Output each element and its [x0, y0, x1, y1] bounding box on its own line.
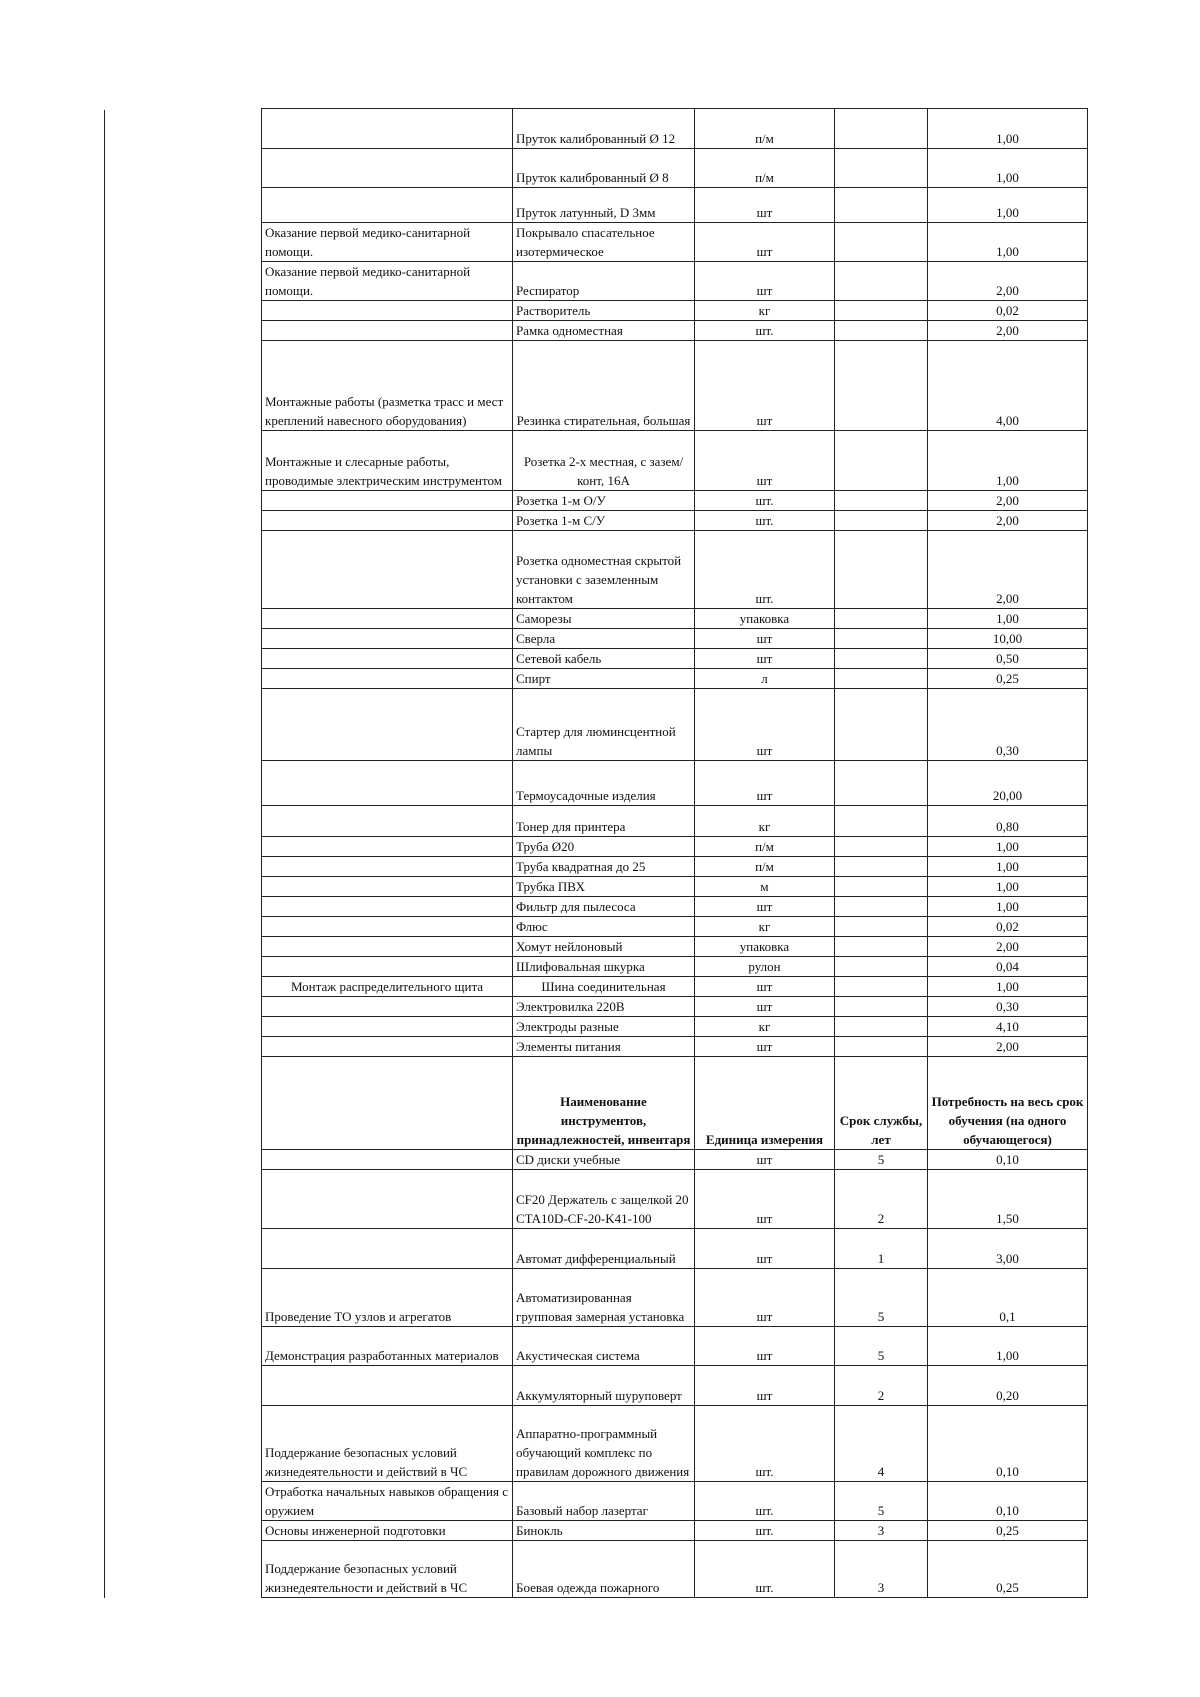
unit-cell: шт.: [695, 511, 835, 531]
quantity-cell: 0,25: [928, 1541, 1088, 1598]
table-row: [262, 897, 1088, 917]
service-life-cell: [835, 431, 928, 491]
purpose-cell: [262, 629, 513, 649]
unit-cell: кг: [695, 301, 835, 321]
service-life-cell: 3: [835, 1541, 928, 1598]
item-name-cell: Розетка 1-м О/У: [513, 491, 695, 511]
purpose-cell: [262, 609, 513, 629]
table-row: [262, 609, 1088, 629]
service-life-cell: [835, 262, 928, 301]
service-life-cell: 5: [835, 1269, 928, 1327]
item-name-cell: Элементы питания: [513, 1037, 695, 1057]
quantity-cell: 1,00: [928, 109, 1088, 149]
purpose-cell: [262, 491, 513, 511]
quantity-cell: 0,10: [928, 1150, 1088, 1170]
item-name-cell: Электровилка 220В: [513, 997, 695, 1017]
table-row: [262, 1037, 1088, 1057]
purpose-cell: [262, 669, 513, 689]
service-life-cell: [835, 511, 928, 531]
unit-cell: шт: [695, 341, 835, 431]
quantity-cell: 4,10: [928, 1017, 1088, 1037]
item-name-cell: Фильтр для пылесоса: [513, 897, 695, 917]
table-row: [262, 341, 1088, 431]
table-row: [262, 491, 1088, 511]
service-life-cell: [835, 188, 928, 223]
purpose-cell: [262, 761, 513, 806]
table-row: [262, 109, 1088, 149]
item-name-cell: Трубка ПВХ: [513, 877, 695, 897]
service-life-cell: 3: [835, 1521, 928, 1541]
unit-cell: шт: [695, 1366, 835, 1406]
item-name-cell: Сетевой кабель: [513, 649, 695, 669]
service-life-cell: [835, 531, 928, 609]
table-row: [262, 1229, 1088, 1269]
service-life-cell: [835, 341, 928, 431]
item-name-cell: Пруток латунный, D 3мм: [513, 188, 695, 223]
unit-cell: кг: [695, 806, 835, 837]
quantity-cell: 20,00: [928, 761, 1088, 806]
table-row: [262, 1541, 1088, 1598]
unit-cell: шт: [695, 188, 835, 223]
unit-cell: кг: [695, 1017, 835, 1037]
purpose-cell: Оказание первой медико-санитарной помощи.: [262, 223, 513, 262]
purpose-cell: [262, 1366, 513, 1406]
purpose-cell: Демонстрация разработанных материалов: [262, 1327, 513, 1366]
item-name-cell: Спирт: [513, 669, 695, 689]
table-row: [262, 1170, 1088, 1229]
purpose-cell: [262, 1037, 513, 1057]
service-life-cell: 4: [835, 1406, 928, 1482]
item-name-cell: Стартер для люминсцентной лампы: [513, 689, 695, 761]
quantity-cell: 0,04: [928, 957, 1088, 977]
table-header-row: [262, 1057, 1088, 1150]
purpose-cell: [262, 188, 513, 223]
purpose-cell: [262, 511, 513, 531]
service-life-cell: [835, 857, 928, 877]
purpose-cell: [262, 937, 513, 957]
purpose-cell: [262, 149, 513, 188]
unit-cell: шт: [695, 997, 835, 1017]
purpose-cell: [262, 877, 513, 897]
unit-cell: шт.: [695, 1406, 835, 1482]
purpose-cell: [262, 531, 513, 609]
service-life-cell: 2: [835, 1170, 928, 1229]
unit-cell: шт: [695, 1037, 835, 1057]
table-row: [262, 649, 1088, 669]
quantity-cell: 0,30: [928, 689, 1088, 761]
unit-cell: шт: [695, 1269, 835, 1327]
service-life-cell: 5: [835, 1150, 928, 1170]
purpose-cell: [262, 321, 513, 341]
item-name-cell: Акустическая система: [513, 1327, 695, 1366]
item-name-cell: Шина соединительная: [513, 977, 695, 997]
table-row: [262, 629, 1088, 649]
item-name-cell: Пруток калиброванный Ø 8: [513, 149, 695, 188]
item-name-cell: Респиратор: [513, 262, 695, 301]
header-unit: Единица измерения: [695, 1057, 835, 1150]
quantity-cell: 1,00: [928, 977, 1088, 997]
unit-cell: шт.: [695, 321, 835, 341]
header-quantity: Потребность на весь срок обучения (на одного обучающегося): [928, 1057, 1088, 1150]
table-row: [262, 531, 1088, 609]
service-life-cell: [835, 806, 928, 837]
quantity-cell: 1,00: [928, 877, 1088, 897]
service-life-cell: [835, 877, 928, 897]
table-row: [262, 1269, 1088, 1327]
purpose-cell: Отработка начальных навыков обращения с оружием: [262, 1482, 513, 1521]
table-row: [262, 806, 1088, 837]
quantity-cell: 2,00: [928, 531, 1088, 609]
table-row: [262, 1406, 1088, 1482]
table-row: [262, 937, 1088, 957]
item-name-cell: Саморезы: [513, 609, 695, 629]
service-life-cell: [835, 1037, 928, 1057]
quantity-cell: 0,80: [928, 806, 1088, 837]
table-row: [262, 1482, 1088, 1521]
item-name-cell: Труба квадратная до 25: [513, 857, 695, 877]
table-row: [262, 262, 1088, 301]
unit-cell: шт: [695, 629, 835, 649]
table-row: [262, 917, 1088, 937]
unit-cell: п/м: [695, 857, 835, 877]
table-row: [262, 957, 1088, 977]
item-name-cell: Розетка 1-м С/У: [513, 511, 695, 531]
item-name-cell: Бинокль: [513, 1521, 695, 1541]
item-name-cell: CF20 Держатель с защелкой 20 CTA10D-CF-20-K41-100: [513, 1170, 695, 1229]
purpose-cell: [262, 1017, 513, 1037]
service-life-cell: [835, 649, 928, 669]
purpose-cell: [262, 689, 513, 761]
service-life-cell: 5: [835, 1327, 928, 1366]
purpose-cell: Монтаж распределительного щита: [262, 977, 513, 997]
item-name-cell: Резинка стирательная, большая: [513, 341, 695, 431]
unit-cell: п/м: [695, 837, 835, 857]
unit-cell: п/м: [695, 149, 835, 188]
item-name-cell: Шлифовальная шкурка: [513, 957, 695, 977]
purpose-cell: Оказание первой медико-санитарной помощи.: [262, 262, 513, 301]
service-life-cell: 2: [835, 1366, 928, 1406]
quantity-cell: 0,02: [928, 301, 1088, 321]
table-row: [262, 857, 1088, 877]
unit-cell: шт: [695, 1150, 835, 1170]
service-life-cell: [835, 301, 928, 321]
quantity-cell: 2,00: [928, 937, 1088, 957]
quantity-cell: 0,20: [928, 1366, 1088, 1406]
quantity-cell: 0,10: [928, 1406, 1088, 1482]
item-name-cell: Термоусадочные изделия: [513, 761, 695, 806]
quantity-cell: 10,00: [928, 629, 1088, 649]
service-life-cell: [835, 629, 928, 649]
service-life-cell: [835, 761, 928, 806]
item-name-cell: Электроды разные: [513, 1017, 695, 1037]
unit-cell: шт: [695, 1327, 835, 1366]
quantity-cell: 1,00: [928, 223, 1088, 262]
purpose-cell: Монтажные работы (разметка трасс и мест креплений навесного оборудования): [262, 341, 513, 431]
quantity-cell: 0,25: [928, 1521, 1088, 1541]
item-name-cell: Рамка одноместная: [513, 321, 695, 341]
table-row: [262, 223, 1088, 262]
item-name-cell: Аппаратно-программный обучающий комплекс по правилам дорожного движения: [513, 1406, 695, 1482]
item-name-cell: Автомат дифференциальный: [513, 1229, 695, 1269]
quantity-cell: 1,00: [928, 609, 1088, 629]
unit-cell: шт.: [695, 531, 835, 609]
unit-cell: рулон: [695, 957, 835, 977]
table-row: [262, 188, 1088, 223]
unit-cell: шт.: [695, 1482, 835, 1521]
item-name-cell: Пруток калиброванный Ø 12: [513, 109, 695, 149]
item-name-cell: CD диски учебные: [513, 1150, 695, 1170]
quantity-cell: 1,00: [928, 149, 1088, 188]
purpose-cell: [262, 837, 513, 857]
purpose-cell: Поддержание безопасных условий жизнедеятельности и действий в ЧС: [262, 1406, 513, 1482]
quantity-cell: 4,00: [928, 341, 1088, 431]
quantity-cell: 2,00: [928, 262, 1088, 301]
table-row: [262, 1521, 1088, 1541]
table-row: [262, 1150, 1088, 1170]
table-row: [262, 321, 1088, 341]
service-life-cell: 1: [835, 1229, 928, 1269]
unit-cell: п/м: [695, 109, 835, 149]
quantity-cell: 2,00: [928, 491, 1088, 511]
service-life-cell: [835, 837, 928, 857]
unit-cell: кг: [695, 917, 835, 937]
unit-cell: м: [695, 877, 835, 897]
table-row: [262, 1366, 1088, 1406]
quantity-cell: 1,50: [928, 1170, 1088, 1229]
purpose-cell: [262, 997, 513, 1017]
item-name-cell: Боевая одежда пожарного: [513, 1541, 695, 1598]
unit-cell: шт: [695, 223, 835, 262]
unit-cell: шт: [695, 689, 835, 761]
purpose-cell: [262, 109, 513, 149]
header-item-name: Наименование инструментов, принадлежностей, инвентаря: [513, 1057, 695, 1150]
quantity-cell: 0,10: [928, 1482, 1088, 1521]
item-name-cell: Розетка 2-х местная, с зазем/конт, 16А: [513, 431, 695, 491]
quantity-cell: 0,1: [928, 1269, 1088, 1327]
table-row: [262, 997, 1088, 1017]
quantity-cell: 1,00: [928, 188, 1088, 223]
table-row: [262, 149, 1088, 188]
unit-cell: шт: [695, 897, 835, 917]
quantity-cell: 1,00: [928, 857, 1088, 877]
unit-cell: шт: [695, 977, 835, 997]
item-name-cell: Аккумуляторный шуруповерт: [513, 1366, 695, 1406]
purpose-cell: [262, 1229, 513, 1269]
quantity-cell: 2,00: [928, 321, 1088, 341]
table-row: [262, 689, 1088, 761]
table-row: [262, 977, 1088, 997]
quantity-cell: 0,30: [928, 997, 1088, 1017]
unit-cell: упаковка: [695, 609, 835, 629]
unit-cell: шт: [695, 1170, 835, 1229]
service-life-cell: [835, 977, 928, 997]
table-row: [262, 301, 1088, 321]
service-life-cell: [835, 109, 928, 149]
quantity-cell: 1,00: [928, 1327, 1088, 1366]
header-purpose-cell: [262, 1057, 513, 1150]
header-service-life: Срок службы, лет: [835, 1057, 928, 1150]
purpose-cell: [262, 649, 513, 669]
unit-cell: упаковка: [695, 937, 835, 957]
table-row: [262, 837, 1088, 857]
page-margin-line: [104, 110, 105, 1598]
service-life-cell: [835, 689, 928, 761]
unit-cell: шт.: [695, 1521, 835, 1541]
service-life-cell: [835, 491, 928, 511]
unit-cell: л: [695, 669, 835, 689]
purpose-cell: Проведение ТО узлов и агрегатов: [262, 1269, 513, 1327]
quantity-cell: 2,00: [928, 511, 1088, 531]
equipment-table: [261, 108, 1088, 1598]
purpose-cell: Поддержание безопасных условий жизнедеятельности и действий в ЧС: [262, 1541, 513, 1598]
service-life-cell: [835, 609, 928, 629]
table-row: [262, 1017, 1088, 1037]
item-name-cell: Базовый набор лазертаг: [513, 1482, 695, 1521]
item-name-cell: Тонер для принтера: [513, 806, 695, 837]
quantity-cell: 1,00: [928, 431, 1088, 491]
quantity-cell: 3,00: [928, 1229, 1088, 1269]
table-row: [262, 877, 1088, 897]
unit-cell: шт: [695, 649, 835, 669]
item-name-cell: Растворитель: [513, 301, 695, 321]
purpose-cell: [262, 1150, 513, 1170]
service-life-cell: [835, 957, 928, 977]
unit-cell: шт.: [695, 491, 835, 511]
purpose-cell: [262, 917, 513, 937]
item-name-cell: Розетка одноместная скрытой установки с заземленным контактом: [513, 531, 695, 609]
service-life-cell: [835, 917, 928, 937]
quantity-cell: 1,00: [928, 897, 1088, 917]
item-name-cell: Флюс: [513, 917, 695, 937]
purpose-cell: [262, 806, 513, 837]
service-life-cell: [835, 149, 928, 188]
service-life-cell: [835, 997, 928, 1017]
unit-cell: шт: [695, 262, 835, 301]
service-life-cell: [835, 1017, 928, 1037]
service-life-cell: [835, 937, 928, 957]
quantity-cell: 0,25: [928, 669, 1088, 689]
purpose-cell: [262, 857, 513, 877]
service-life-cell: [835, 223, 928, 262]
service-life-cell: 5: [835, 1482, 928, 1521]
purpose-cell: Основы инженерной подготовки: [262, 1521, 513, 1541]
service-life-cell: [835, 321, 928, 341]
item-name-cell: Сверла: [513, 629, 695, 649]
purpose-cell: [262, 301, 513, 321]
quantity-cell: 2,00: [928, 1037, 1088, 1057]
service-life-cell: [835, 897, 928, 917]
quantity-cell: 0,02: [928, 917, 1088, 937]
unit-cell: шт: [695, 1229, 835, 1269]
table-row: [262, 431, 1088, 491]
table-row: [262, 761, 1088, 806]
purpose-cell: [262, 1170, 513, 1229]
quantity-cell: 1,00: [928, 837, 1088, 857]
item-name-cell: Труба Ø20: [513, 837, 695, 857]
unit-cell: шт.: [695, 1541, 835, 1598]
table-row: [262, 1327, 1088, 1366]
item-name-cell: Хомут нейлоновый: [513, 937, 695, 957]
quantity-cell: 0,50: [928, 649, 1088, 669]
service-life-cell: [835, 669, 928, 689]
item-name-cell: Автоматизированная групповая замерная установка: [513, 1269, 695, 1327]
unit-cell: шт: [695, 761, 835, 806]
table-row: [262, 511, 1088, 531]
table-row: [262, 669, 1088, 689]
purpose-cell: Монтажные и слесарные работы, проводимые электрическим инструментом: [262, 431, 513, 491]
purpose-cell: [262, 897, 513, 917]
item-name-cell: Покрывало спасательное изотермическое: [513, 223, 695, 262]
purpose-cell: [262, 957, 513, 977]
unit-cell: шт: [695, 431, 835, 491]
